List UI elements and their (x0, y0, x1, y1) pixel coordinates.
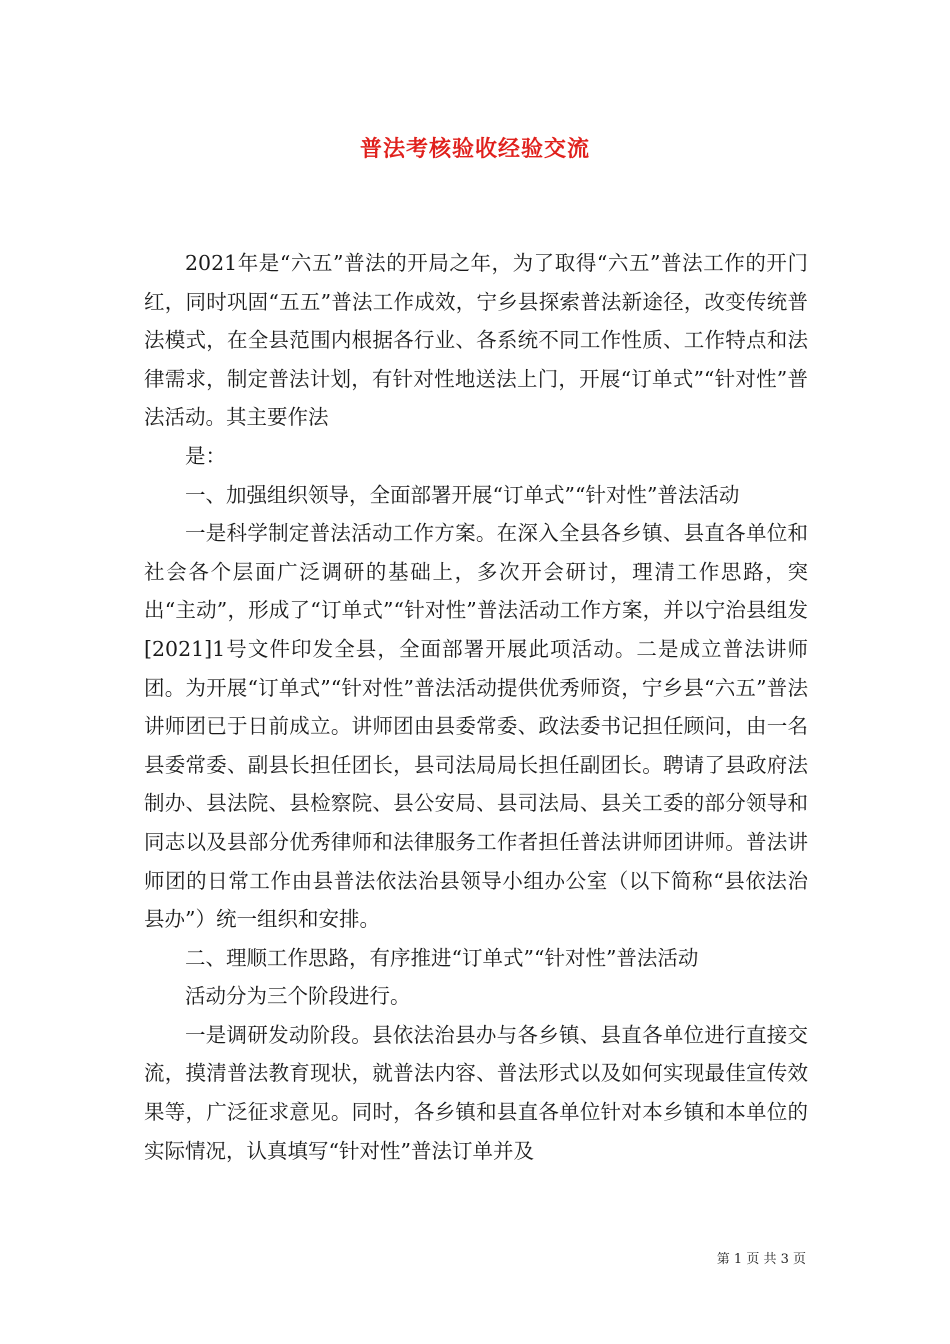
paragraph-stages-intro: 活动分为三个阶段进行。 (185, 984, 411, 1009)
document-body (144, 244, 808, 1170)
paragraph-intro-continuation: 是： (185, 443, 226, 468)
paragraph-stage-one: 一是调研发动阶段。县依法治县办与各乡镇、县直各单位进行直接交流，摸清普法教育现状，就普法内容、普法形式以及如何实现最佳宣传效果等，广泛征求意见。同时，各乡镇和县直各单位针对本乡镇和本单位的实际情况，认真填写“针对性”普法订单并及 (144, 1022, 808, 1163)
document-title: 普法考核验收经验交流 (359, 136, 590, 162)
paragraph-section-one: 一是科学制定普法活动工作方案。在深入全县各乡镇、县直各单位和社会各个层面广泛调研的基础上，多次开会研讨，理清工作思路，突出“主动”，形成了“订单式”“针对性”普法活动工作方案，并以宁治县组发[2021]1号文件印发全县，全面部署开展此项活动。二是成立普法讲师团。为开展“订单式”“针对性”普法活动提供优秀师资，宁乡县“六五”普法讲师团已于日前成立。讲师团由县委常委、政法委书记担任顾问，由一名县委常委、副县长担任团长，县司法局局长担任副团长。聘请了县政府法制办、县法院、县检察院、县公安局、县司法局、县关工委的部分领导和同志以及县部分优秀律师和法律服务工作者担任普法讲师团讲师。普法讲师团的日常工作由县普法依法治县领导小组办公室（以下简称“县依法治县办”）统一组织和安排。 (144, 521, 808, 932)
paragraph-intro: 2021年是“六五”普法的开局之年，为了取得“六五”普法工作的开门红，同时巩固“五五”普法工作成效，宁乡县探索普法新途径，改变传统普法模式，在全县范围内根据各行业、各系统不同工作性质、工作特点和法律需求，制定普法计划，有针对性地送法上门，开展“订单式”“针对性”普法活动。其主要作法 (144, 251, 808, 430)
section-heading-two: 二、理顺工作思路，有序推进“订单式”“针对性”普法活动 (185, 945, 699, 970)
section-heading-one: 一、加强组织领导，全面部署开展“订单式”“针对性”普法活动 (185, 482, 740, 507)
page-number: 第 1 页 共 3 页 (716, 1252, 806, 1267)
